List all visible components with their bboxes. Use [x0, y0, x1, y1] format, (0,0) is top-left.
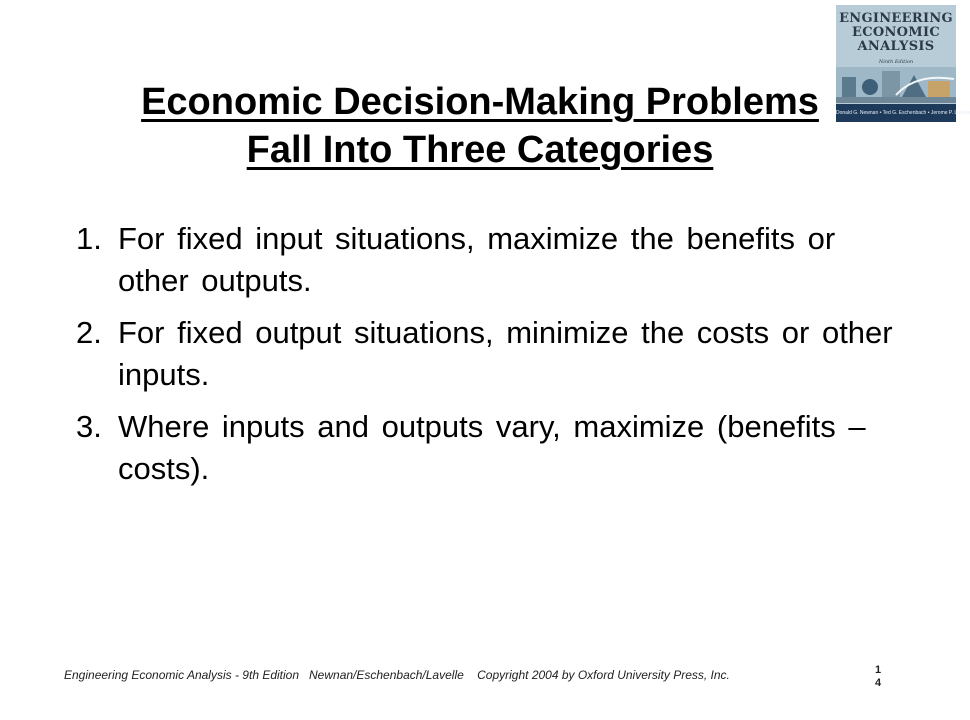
slide-title — [60, 78, 900, 174]
page-number — [871, 664, 885, 690]
category-list — [76, 218, 896, 500]
book-cover-title-line: ENGINEERING — [839, 11, 953, 26]
list-item — [76, 312, 896, 396]
list-item-number: 1. — [76, 221, 102, 256]
book-cover-title — [836, 12, 956, 54]
list-item — [76, 218, 896, 302]
list-item-text: For fixed input situations, maximize the benefits or other outputs. — [118, 221, 836, 298]
list-item — [76, 406, 896, 490]
slide-title-line-2: Fall Into Three Categories — [246, 129, 714, 171]
list-item-text: Where inputs and outputs vary, maximize (benefits – costs). — [118, 409, 866, 486]
page-number-digit: 4 — [874, 677, 882, 689]
book-cover-edition: Ninth Edition — [878, 59, 914, 65]
list-item-number: 2. — [76, 315, 102, 350]
footer-credit: Engineering Economic Analysis - 9th Edition Newnan/Eschenbach/Lavelle Copyright 2004 by Oxford University Press, Inc. — [64, 668, 730, 682]
page-number-digit: 1 — [874, 664, 882, 676]
book-cover-title-line: ANALYSIS — [857, 39, 935, 54]
book-cover-title-line: ECONOMIC — [851, 25, 940, 40]
list-item-text: For fixed output situations, minimize the costs or other inputs. — [118, 315, 893, 392]
slide-title-line-1: Economic Decision-Making Problems — [141, 81, 819, 123]
list-item-number: 3. — [76, 409, 102, 444]
book-cover-authors: Donald G. Newnan • Ted G. Eschenbach • Jerome P. Lavelle — [836, 104, 956, 122]
